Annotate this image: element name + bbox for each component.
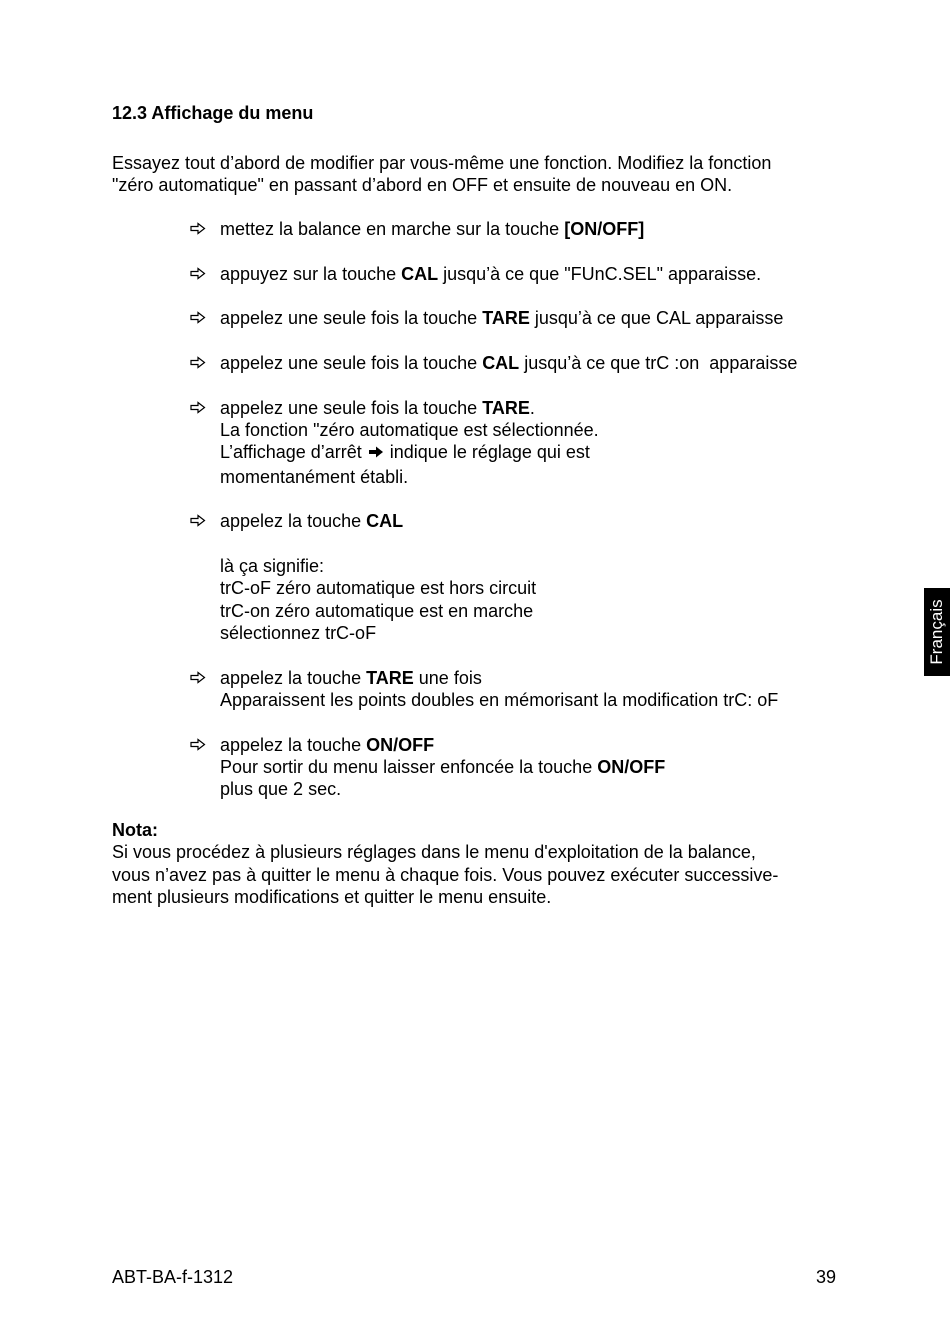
key-label: [ON/OFF] <box>564 219 645 239</box>
step-text: là ça signifie: <box>220 556 325 577</box>
hollow-right-arrow-icon <box>190 352 208 374</box>
step-item <box>190 307 850 329</box>
step-text: . <box>529 397 535 418</box>
step-text: trC-oF zéro automatique est hors circuit <box>220 578 537 599</box>
step-text: mettez la balance en marche sur la touche <box>220 219 565 239</box>
step-text: appelez une seule fois la touche <box>220 308 483 329</box>
step-text: Pour sortir du menu laisser enfoncée la touche <box>220 756 598 777</box>
step-text: L’affichage d’arrêt <box>220 442 362 463</box>
step-text: jusqu’à ce que trC :on apparaisse <box>519 353 798 374</box>
hollow-right-arrow-icon <box>190 263 208 285</box>
language-tab <box>924 588 950 676</box>
step-item <box>190 263 850 285</box>
key-label: CAL <box>401 263 439 284</box>
key-label: ON/OFF <box>366 734 435 755</box>
step-item <box>190 218 850 240</box>
step-item <box>190 667 850 712</box>
nota-paragraph <box>112 819 842 908</box>
hollow-right-arrow-icon <box>190 734 208 756</box>
language-tab-label: Français <box>926 599 946 665</box>
key-label: TARE <box>482 308 530 329</box>
step-text: appelez la touche <box>220 734 367 755</box>
key-label: CAL <box>366 511 404 532</box>
step-text: appelez la touche <box>220 511 367 532</box>
step-text: jusqu’à ce que CAL apparaisse <box>529 308 784 329</box>
step-item <box>190 734 850 801</box>
key-label: TARE <box>366 667 414 688</box>
solid-right-arrow-icon <box>368 441 384 463</box>
step-text: momentanément établi. <box>220 466 409 487</box>
step-text: appelez la touche <box>220 667 367 688</box>
step-text: plus que 2 sec. <box>220 779 342 800</box>
step-text: Apparaissent les points doubles en mémorisant la modification trC: oF <box>220 689 779 710</box>
hollow-right-arrow-icon <box>190 667 208 689</box>
step-text: appelez une seule fois la touche <box>220 353 483 374</box>
intro-line: Essayez tout d’abord de modifier par vous-même une fonction. Modifiez la fonction <box>112 153 772 173</box>
step-text: trC-on zéro automatique est en marche <box>220 600 534 621</box>
step-text: appuyez sur la touche <box>220 263 402 284</box>
step-item <box>190 397 850 488</box>
page-number: 39 <box>815 1267 836 1287</box>
nota-line: Si vous procédez à plusieurs réglages dans le menu d'exploitation de la balance, <box>112 842 756 863</box>
hollow-right-arrow-icon <box>190 218 208 240</box>
step-item <box>190 510 850 644</box>
step-item <box>190 352 850 374</box>
step-text: La fonction "zéro automatique est sélectionnée. <box>220 420 599 441</box>
nota-line: vous n’avez pas à quitter le menu à chaque fois. Vous pouvez exécuter successive- <box>112 864 779 885</box>
step-list <box>190 218 850 823</box>
hollow-right-arrow-icon <box>190 397 208 419</box>
step-text: indique le réglage qui est <box>389 442 590 463</box>
nota-title: Nota: <box>112 820 158 840</box>
document-id: ABT-BA-f-1312 <box>112 1267 234 1287</box>
hollow-right-arrow-icon <box>190 510 208 532</box>
step-text: sélectionnez trC-oF <box>220 622 377 643</box>
key-label: TARE <box>482 397 530 418</box>
step-text: appelez une seule fois la touche <box>220 397 483 418</box>
nota-line: ment plusieurs modifications et quitter le menu ensuite. <box>112 886 552 907</box>
intro-line: "zéro automatique" en passant d’abord en OFF et ensuite de nouveau en ON. <box>112 175 733 196</box>
intro-paragraph <box>112 152 842 197</box>
key-label: CAL <box>482 353 520 374</box>
step-text: jusqu’à ce que "FUnC.SEL" apparaisse. <box>438 263 762 284</box>
hollow-right-arrow-icon <box>190 307 208 329</box>
section-heading: 12.3 Affichage du menu <box>112 103 314 123</box>
key-label: ON/OFF <box>597 756 666 777</box>
step-text: une fois <box>413 667 482 688</box>
